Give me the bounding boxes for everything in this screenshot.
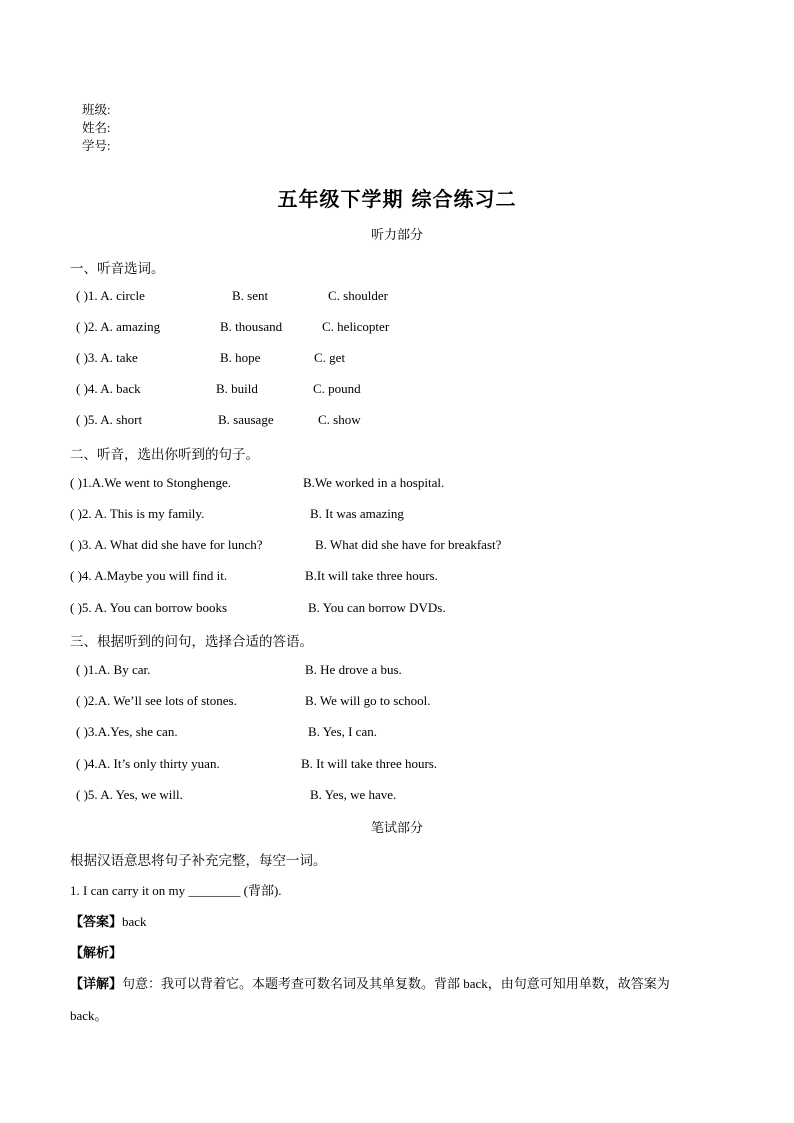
- part3-item: [0, 662, 794, 682]
- part1-item-b: B. hope: [220, 350, 261, 365]
- part1-item-c: C. helicopter: [322, 319, 390, 334]
- part2-heading: 二、听音，选出你听到的句子。: [70, 447, 259, 462]
- part2-item: [0, 506, 794, 526]
- part3-heading: 三、根据听到的问句，选择合适的答语。: [70, 634, 313, 649]
- part3-item: [0, 787, 794, 807]
- detail-text: 句意：我可以背着它。本题考查可数名词及其单复数。背部 back，由句意可知用单数，故答案为: [122, 976, 670, 991]
- class-label: 班级:: [82, 103, 111, 117]
- part1-item-a: ( )1. A. circle: [76, 288, 145, 303]
- part2-item-b: B. It was amazing: [310, 506, 404, 521]
- part3-item: [0, 693, 794, 713]
- part1-item-c: C. show: [318, 412, 361, 427]
- question-1: 1. I can carry it on my ________ (背部).: [70, 883, 282, 898]
- analysis-tag: 【解析】: [70, 945, 123, 960]
- writing-instruction: 根据汉语意思将句子补充完整，每空一词。: [70, 853, 327, 868]
- analysis-line: [70, 942, 122, 961]
- name-label: 姓名:: [82, 121, 111, 135]
- part3-item-a: ( )2.A. We’ll see lots of stones.: [76, 693, 237, 708]
- page-title: 五年级下学期 综合练习二: [277, 187, 517, 211]
- part2-item-b: B.It will take three hours.: [305, 568, 438, 583]
- part2-item-b: B.We worked in a hospital.: [303, 475, 445, 490]
- part2-item-a: ( )1.A.We went to Stonghenge.: [70, 475, 232, 490]
- part1-item-c: C. shoulder: [328, 288, 388, 303]
- part1-item-b: B. build: [216, 381, 258, 396]
- part3-item-b: B. We will go to school.: [305, 693, 431, 708]
- detail-line-2: back。: [70, 1008, 108, 1023]
- part2-item: [0, 568, 794, 588]
- part1-item: [0, 350, 794, 370]
- listening-heading: 听力部分: [370, 227, 423, 242]
- detail-line: [70, 973, 670, 992]
- part1-item-a: ( )4. A. back: [76, 381, 141, 396]
- part3-item: [0, 724, 794, 744]
- part2-item: [0, 475, 794, 495]
- part2-item-b: B. You can borrow DVDs.: [308, 600, 446, 615]
- student-id-label: 学号:: [82, 139, 111, 153]
- part1-heading: 一、听音选词。: [70, 261, 165, 276]
- part2-item-b: B. What did she have for breakfast?: [315, 537, 502, 552]
- part2-item: [0, 600, 794, 620]
- part1-item-b: B. thousand: [220, 319, 283, 334]
- part3-item-a: ( )1.A. By car.: [76, 662, 151, 677]
- answer-text: back: [122, 914, 147, 929]
- part2-item-a: ( )4. A.Maybe you will find it.: [70, 568, 228, 583]
- part1-item-a: ( )2. A. amazing: [76, 319, 161, 334]
- part2-item-a: ( )2. A. This is my family.: [70, 506, 205, 521]
- part1-item-a: ( )5. A. short: [76, 412, 143, 427]
- detail-tag: 【详解】: [70, 976, 123, 991]
- part3-item-a: ( )3.A.Yes, she can.: [76, 724, 178, 739]
- part3-item-b: B. Yes, I can.: [308, 724, 377, 739]
- part3-item: [0, 756, 794, 776]
- part1-item-c: C. pound: [313, 381, 361, 396]
- writing-heading: 笔试部分: [370, 820, 423, 835]
- part3-item-b: B. He drove a bus.: [305, 662, 402, 677]
- part1-item: [0, 288, 794, 308]
- part1-item: [0, 381, 794, 401]
- part1-item-b: B. sent: [232, 288, 269, 303]
- part3-item-b: B. It will take three hours.: [301, 756, 438, 771]
- part1-item-a: ( )3. A. take: [76, 350, 138, 365]
- part3-item-a: ( )4.A. It’s only thirty yuan.: [76, 756, 220, 771]
- part2-item: [0, 537, 794, 557]
- part1-item-b: B. sausage: [218, 412, 274, 427]
- answer-line: [70, 911, 147, 930]
- part1-item-c: C. get: [314, 350, 346, 365]
- part2-item-a: ( )5. A. You can borrow books: [70, 600, 228, 615]
- part3-item-b: B. Yes, we have.: [310, 787, 397, 802]
- part3-item-a: ( )5. A. Yes, we will.: [76, 787, 183, 802]
- part1-item: [0, 412, 794, 432]
- part2-item-a: ( )3. A. What did she have for lunch?: [70, 537, 263, 552]
- part1-item: [0, 319, 794, 339]
- answer-tag: 【答案】: [70, 914, 123, 929]
